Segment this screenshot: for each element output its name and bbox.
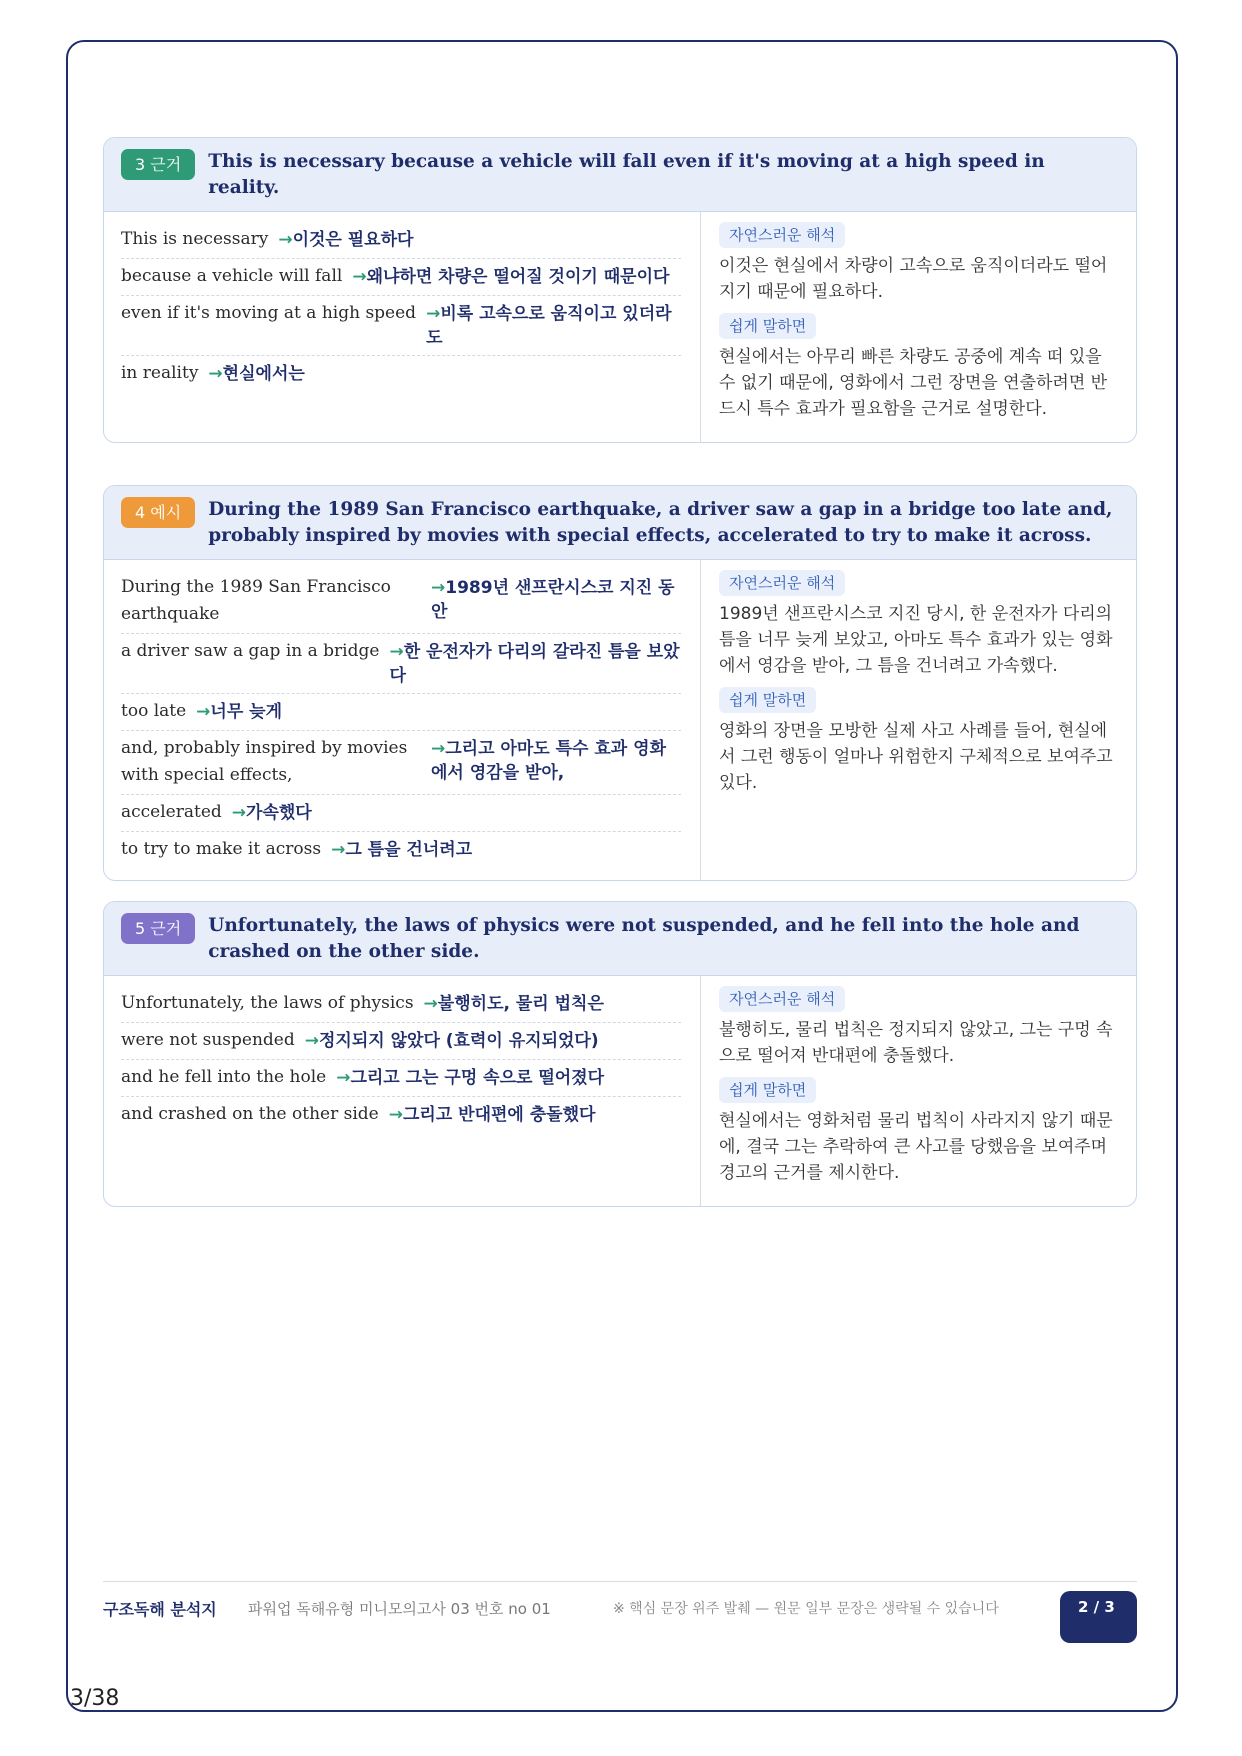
chunk-row [121,986,681,1023]
natural-translation: 이것은 현실에서 차량이 고속으로 움직이더라도 떨어지기 때문에 필요하다. [719,256,1108,302]
page-number-badge: 2 / 3 [1060,1591,1137,1643]
chunk-english: and, probably inspired by movies with special effects, [121,738,408,785]
chunk-row [121,731,681,795]
arrow-icon: → [196,702,211,722]
chunk-korean: →비록 고속으로 움직이고 있더라도 [426,304,672,348]
chunk-english: even if it's moving at a high speed [121,303,417,323]
section-badge: 5 근거 [121,913,195,944]
interpretation-panel [701,212,1136,442]
chunk-korean: →왜냐하면 차량은 떨어질 것이기 때문이다 [352,267,670,287]
chunk-korean: →그리고 그는 구멍 속으로 떨어졌다 [336,1068,605,1088]
easy-label: 쉽게 말하면 [719,1077,816,1103]
arrow-icon: → [336,1068,351,1088]
chunk-row [121,1060,681,1097]
arrow-icon: → [431,578,446,598]
arrow-icon: → [352,267,367,287]
chunk-korean: →너무 늦게 [196,702,283,722]
section-title: Unfortunately, the laws of physics were not suspended, and he fell into the hole and crashed on the other side. [208,915,1080,962]
chunk-english: too late [121,701,187,721]
chunk-english: to try to make it across [121,839,322,859]
chunk-korean: →한 운전자가 다리의 갈라진 틈을 보았다 [389,642,680,686]
chunk-korean: →그리고 반대편에 충돌했다 [388,1105,596,1125]
footer-source: 파워업 독해유형 미니모의고사 03 번호 no 01 [248,1600,551,1618]
chunk-korean: →현실에서는 [208,364,305,384]
chunk-korean: →그 틈을 건너려고 [331,840,473,860]
arrow-icon: → [304,1031,319,1051]
interpretation-panel [701,976,1136,1206]
chunk-row [121,1023,681,1060]
chunk-english: were not suspended [121,1030,295,1050]
chunk-korean: →가속했다 [231,803,312,823]
chunk-list [104,212,701,442]
section-badge: 3 근거 [121,149,195,180]
section-4 [103,485,1137,881]
chunk-row [121,694,681,731]
section-5 [103,901,1137,1207]
natural-label: 자연스러운 해석 [719,570,845,596]
section-header [104,138,1136,212]
chunk-english: During the 1989 San Francisco earthquake [121,577,391,624]
footer-note: ※ 핵심 문장 위주 발췌 — 원문 일부 문장은 생략될 수 있습니다 [613,1601,999,1617]
chunk-korean: →1989년 샌프란시스코 지진 동안 [431,578,675,622]
chunk-row [121,795,681,832]
easy-label: 쉽게 말하면 [719,687,816,713]
chunk-korean: →불행히도, 물리 법칙은 [423,994,604,1014]
chunk-row [121,259,681,296]
chunk-english: This is necessary [121,229,269,249]
chunk-row [121,832,681,868]
chunk-row [121,570,681,634]
chunk-english: because a vehicle will fall [121,266,343,286]
footer-divider [103,1581,1137,1582]
chunk-english: in reality [121,363,199,383]
chunk-korean: →이것은 필요하다 [278,230,414,250]
chunk-english: and he fell into the hole [121,1067,327,1087]
arrow-icon: → [231,803,247,823]
chunk-row [121,356,681,392]
easy-explanation: 현실에서는 아무리 빠른 차량도 공중에 계속 떠 있을 수 없기 때문에, 영화에서 그런 장면을 연출하려면 반드시 특수 효과가 필요함을 근거로 설명한다. [719,347,1108,419]
arrow-icon: → [331,840,346,860]
document-page-counter: 3/38 [70,1686,120,1711]
chunk-row [121,1097,681,1133]
arrow-icon: → [388,1105,403,1125]
arrow-icon: → [208,364,223,384]
arrow-icon: → [431,739,446,759]
natural-label: 자연스러운 해석 [719,222,845,248]
natural-label: 자연스러운 해석 [719,986,845,1012]
chunk-row [121,634,681,694]
arrow-icon: → [389,642,404,662]
chunk-list [104,976,701,1206]
section-title: This is necessary because a vehicle will fall even if it's moving at a high speed in reality. [208,151,1045,198]
chunk-row [121,222,681,259]
arrow-icon: → [423,994,438,1014]
chunk-korean: →그리고 아마도 특수 효과 영화에서 영감을 받아, [431,739,666,783]
chunk-english: a driver saw a gap in a bridge [121,641,380,661]
interpretation-panel [701,560,1136,880]
chunk-list [104,560,701,880]
section-title: During the 1989 San Francisco earthquake, a driver saw a gap in a bridge too late and, probably inspired by movies with special effects, accelerated to try to make it across. [208,499,1113,546]
arrow-icon: → [426,304,441,324]
chunk-english: and crashed on the other side [121,1104,379,1124]
section-badge: 4 예시 [121,497,195,528]
chunk-korean: →정지되지 않았다 (효력이 유지되었다) [304,1031,599,1051]
arrow-icon: → [278,230,293,250]
chunk-english: Unfortunately, the laws of physics [121,993,414,1013]
easy-label: 쉽게 말하면 [719,313,816,339]
section-header [104,486,1136,560]
footer [103,1591,1137,1645]
easy-explanation: 영화의 장면을 모방한 실제 사고 사례를 들어, 현실에서 그런 행동이 얼마나 위험한지 구체적으로 보여주고 있다. [719,721,1113,793]
footer-title: 구조독해 분석지 [103,1600,217,1619]
section-3 [103,137,1137,443]
section-header [104,902,1136,976]
chunk-row [121,296,681,356]
natural-translation: 1989년 샌프란시스코 지진 당시, 한 운전자가 다리의 틈을 너무 늦게 보았고, 아마도 특수 효과가 있는 영화에서 영감을 받아, 그 틈을 건너려고 가속했다. [719,604,1113,676]
natural-translation: 불행히도, 물리 법칙은 정지되지 않았고, 그는 구멍 속으로 떨어져 반대편에 충돌했다. [719,1020,1113,1066]
easy-explanation: 현실에서는 영화처럼 물리 법칙이 사라지지 않기 때문에, 결국 그는 추락하여 큰 사고를 당했음을 보여주며 경고의 근거를 제시한다. [719,1111,1113,1183]
chunk-english: accelerated [121,802,222,822]
